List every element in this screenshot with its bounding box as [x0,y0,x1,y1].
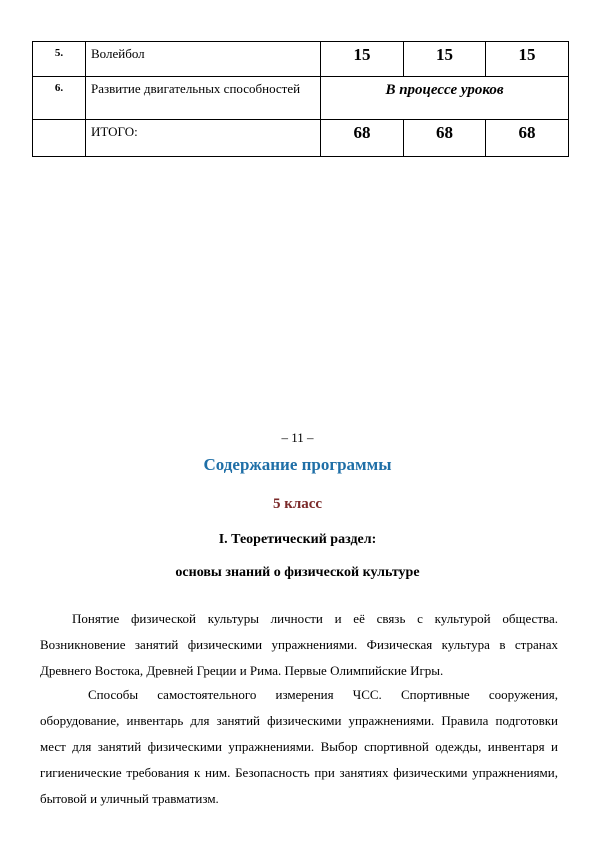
row-number [33,120,86,157]
section-subtitle: основы знаний о физической культуре [175,565,420,580]
row-value: 68 [486,120,569,157]
row-value: 15 [486,42,569,77]
row-value: 68 [404,120,486,157]
row-name: Волейбол [86,42,321,77]
row-value: 15 [321,42,404,77]
table-row [33,42,569,77]
row-name: ИТОГО: [86,120,321,157]
row-number: 5. [33,42,86,77]
page-number: – 11 – [281,430,314,445]
row-number: 6. [33,77,86,120]
row-merged-value: В процессе уроков [321,77,569,120]
row-value: 68 [321,120,404,157]
table-row [33,77,569,120]
paragraph: Понятие физической культуры личности и её связь с культурой общества. Возникновение занятий физическими упражнениями. Физическая культура в странах Древнего Востока, Древней Греции и Рима. Первые Олимпийские Игры. [40,611,558,678]
page-title: Содержание программы [203,455,392,474]
row-name: Развитие двигательных способностей [86,77,321,120]
section-title: I. Теоретический раздел: [218,532,377,547]
schedule-table [32,41,569,157]
row-value: 15 [404,42,486,77]
paragraph: Способы самостоятельного измерения ЧСС. Спортивные сооружения, оборудование, инвентарь для занятий физическими упражнениями. Правила подготовки мест для занятий физическими упражнениями. Выбор спортивной одежды, инвентаря и гигиенические требования к ним. Безопасность при занятиях физическими упражнениями, бытовой и уличный травматизм. [40,687,558,806]
grade-heading: 5 класс [272,496,323,512]
table-row [33,120,569,157]
